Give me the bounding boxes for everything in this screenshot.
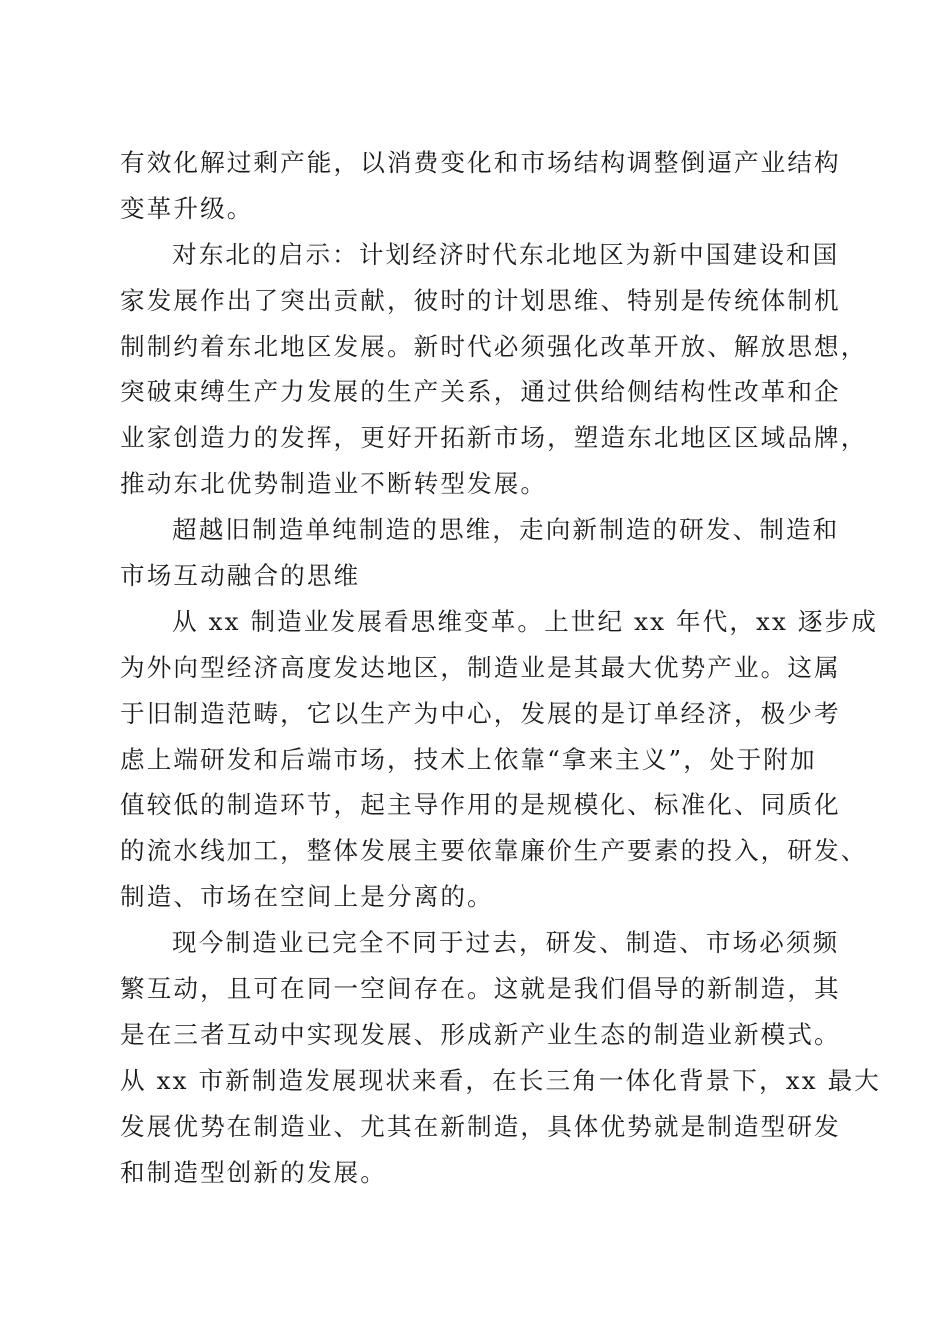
- text-line: 是在三者互动中实现发展、形成新产业生态的制造业新模式。: [120, 1019, 841, 1049]
- text-line: 为外向型经济高度发达地区，制造业是其最大优势产业。这属: [120, 652, 841, 682]
- text-line: 繁互动，且可在同一空间存在。这就是我们倡导的新制造，其: [120, 974, 841, 1004]
- text-line: 推动东北优势制造业不断转型发展。: [120, 469, 548, 499]
- paragraph-start-line: 对东北的启示：计划经济时代东北地区为新中国建设和国: [172, 239, 840, 269]
- text-line: 于旧制造范畴，它以生产为中心，发展的是订单经济，极少考: [120, 698, 841, 728]
- text-line: 的流水线加工，整体发展主要依靠廉价生产要素的投入，研发、: [120, 836, 868, 866]
- text-line: 虑上端研发和后端市场，技术上依靠“拿来主义”，处于附加: [120, 744, 817, 774]
- text-line: 制制约着东北地区发展。新时代必须强化改革开放、解放思想，: [120, 331, 868, 361]
- text-line: 从 xx 市新制造发展现状来看，在长三角一体化背景下，xx 最大: [120, 1065, 881, 1095]
- text-line: 制造、市场在空间上是分离的。: [120, 882, 494, 912]
- paragraph-start-line: 从 xx 制造业发展看思维变革。上世纪 xx 年代，xx 逐步成: [172, 606, 878, 636]
- body-text: [120, 140, 881, 1195]
- text-line: 发展优势在制造业、尤其在新制造，具体优势就是制造型研发: [120, 1111, 841, 1141]
- text-line: 业家创造力的发挥，更好开拓新市场，塑造东北地区区域品牌，: [120, 423, 868, 453]
- paragraph-start-line: 现今制造业已完全不同于过去，研发、制造、市场必须频: [172, 928, 840, 958]
- text-line: 和制造型创新的发展。: [120, 1157, 387, 1187]
- text-line: 突破束缚生产力发展的生产关系，通过供给侧结构性改革和企: [120, 377, 841, 407]
- text-line: 家发展作出了突出贡献，彼时的计划思维、特别是传统体制机: [120, 285, 841, 315]
- text-line: 值较低的制造环节，起主导作用的是规模化、标准化、同质化: [120, 790, 841, 820]
- section-heading-line: 市场互动融合的思维: [120, 561, 361, 591]
- section-heading-line: 超越旧制造单纯制造的思维，走向新制造的研发、制造和: [172, 515, 840, 545]
- text-line: 有效化解过剩产能，以消费变化和市场结构调整倒逼产业结构: [120, 148, 841, 177]
- text-line: 变革升级。: [120, 193, 254, 223]
